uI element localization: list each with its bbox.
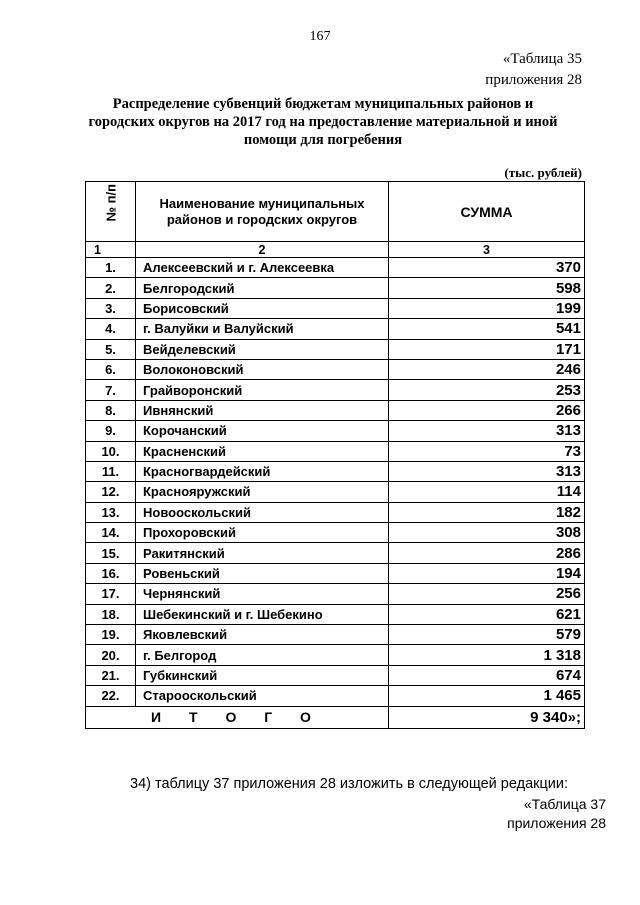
district-name: Борисовский	[136, 298, 389, 318]
row-number: 16.	[86, 563, 136, 583]
row-number: 6.	[86, 359, 136, 379]
col-number-3: 3	[389, 242, 585, 258]
row-number: 10.	[86, 441, 136, 461]
row-number: 8.	[86, 400, 136, 420]
amount-value: 598	[389, 278, 585, 298]
district-name: Краснояружский	[136, 482, 389, 502]
table-row	[86, 258, 585, 278]
district-name: Губкинский	[136, 665, 389, 685]
district-name: Новооскольский	[136, 502, 389, 522]
table-row	[86, 584, 585, 604]
table-row	[86, 482, 585, 502]
row-number: 5.	[86, 339, 136, 359]
row-number: 15.	[86, 543, 136, 563]
amount-value: 256	[389, 584, 585, 604]
amount-value: 253	[389, 380, 585, 400]
row-number: 12.	[86, 482, 136, 502]
district-name: Красногвардейский	[136, 461, 389, 481]
amount-value: 114	[389, 482, 585, 502]
table-row	[86, 645, 585, 665]
amount-value: 579	[389, 625, 585, 645]
table-row	[86, 298, 585, 318]
table-row	[86, 665, 585, 685]
amount-value: 674	[389, 665, 585, 685]
table-row	[86, 625, 585, 645]
district-name: г. Валуйки и Валуйский	[136, 319, 389, 339]
table-row	[86, 278, 585, 298]
table-row	[86, 421, 585, 441]
amount-value: 266	[389, 400, 585, 420]
district-name: Алексеевский и г. Алексеевка	[136, 258, 389, 278]
district-name: Старооскольский	[136, 686, 389, 706]
amount-value: 73	[389, 441, 585, 461]
table-row	[86, 461, 585, 481]
table-reference-line1: «Таблица 35	[502, 51, 582, 67]
row-number: 14.	[86, 523, 136, 543]
total-value: 9 340»;	[389, 706, 585, 728]
column-number-row	[86, 242, 585, 258]
table-header-row	[86, 182, 585, 242]
header-name: Наименование муниципальных районов и городских округов	[136, 182, 389, 242]
page-number: 167	[309, 29, 331, 44]
table-row	[86, 523, 585, 543]
col-number-1: 1	[86, 242, 136, 258]
table-row	[86, 502, 585, 522]
row-number: 11.	[86, 461, 136, 481]
amount-value: 171	[389, 339, 585, 359]
row-number: 2.	[86, 278, 136, 298]
amount-value: 370	[389, 258, 585, 278]
row-number: 9.	[86, 421, 136, 441]
district-name: Прохоровский	[136, 523, 389, 543]
amount-value: 182	[389, 502, 585, 522]
amount-value: 313	[389, 421, 585, 441]
table-row	[86, 359, 585, 379]
district-name: Яковлевский	[136, 625, 389, 645]
units-label: (тыс. рублей)	[504, 165, 582, 180]
district-name: Ивнянский	[136, 400, 389, 420]
district-name: Чернянский	[136, 584, 389, 604]
amount-value: 194	[389, 563, 585, 583]
district-name: Красненский	[136, 441, 389, 461]
document-title: Распределение субвенций бюджетам муниципальных районов и городских округов на 2017 год на предоставление материальной и иной помощи для погребения	[88, 96, 558, 148]
table-row	[86, 604, 585, 624]
total-row	[86, 706, 585, 728]
row-number: 17.	[86, 584, 136, 604]
header-sum: СУММА	[389, 182, 585, 242]
amount-value: 199	[389, 298, 585, 318]
district-name: г. Белгород	[136, 645, 389, 665]
amount-value: 1 318	[389, 645, 585, 665]
amount-value: 286	[389, 543, 585, 563]
row-number: 22.	[86, 686, 136, 706]
table-row	[86, 319, 585, 339]
row-number: 3.	[86, 298, 136, 318]
amount-value: 1 465	[389, 686, 585, 706]
row-number: 7.	[86, 380, 136, 400]
row-number: 21.	[86, 665, 136, 685]
next-table-reference-line1: «Таблица 37	[523, 796, 606, 812]
district-name: Ровеньский	[136, 563, 389, 583]
amount-value: 313	[389, 461, 585, 481]
row-number: 4.	[86, 319, 136, 339]
table-row	[86, 400, 585, 420]
table-row	[86, 441, 585, 461]
amount-value: 246	[389, 359, 585, 379]
subvention-table	[85, 181, 585, 729]
table-row	[86, 563, 585, 583]
table-row	[86, 339, 585, 359]
district-name: Грайворонский	[136, 380, 389, 400]
table-row	[86, 686, 585, 706]
district-name: Волоконовский	[136, 359, 389, 379]
table-reference-line2: приложения 28	[485, 72, 582, 88]
row-number: 1.	[86, 258, 136, 278]
district-name: Белгородский	[136, 278, 389, 298]
table-row	[86, 380, 585, 400]
next-table-reference-line2: приложения 28	[507, 815, 606, 831]
district-name: Ракитянский	[136, 543, 389, 563]
amount-value: 308	[389, 523, 585, 543]
amount-value: 621	[389, 604, 585, 624]
row-number: 18.	[86, 604, 136, 624]
row-number: 13.	[86, 502, 136, 522]
total-label: И Т О Г О	[86, 706, 389, 728]
amount-value: 541	[389, 319, 585, 339]
district-name: Вейделевский	[136, 339, 389, 359]
table-row	[86, 543, 585, 563]
district-name: Корочанский	[136, 421, 389, 441]
district-name: Шебекинский и г. Шебекино	[136, 604, 389, 624]
row-number: 20.	[86, 645, 136, 665]
header-number: № п/п	[86, 182, 136, 242]
row-number: 19.	[86, 625, 136, 645]
amendment-paragraph: 34) таблицу 37 приложения 28 изложить в следующей редакции:	[130, 776, 569, 792]
col-number-2: 2	[136, 242, 389, 258]
